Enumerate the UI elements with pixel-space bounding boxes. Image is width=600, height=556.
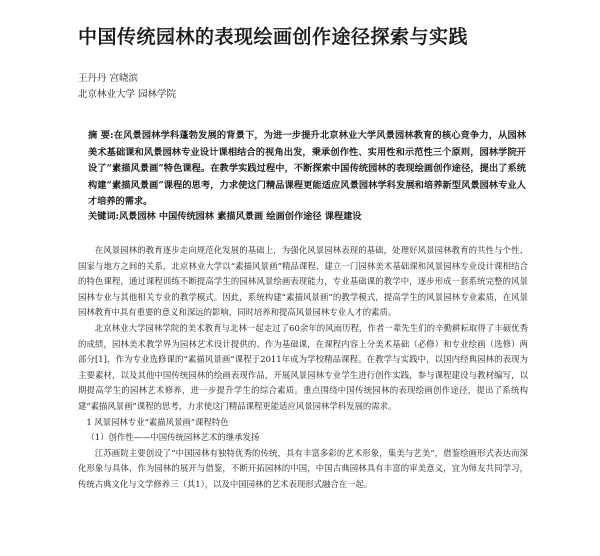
paragraph: 江苏画院主要创设了“中国园林有独特优秀的传统，具有丰富多彩的艺术形象，集美与艺美”，借鉴绘画形式表达而深化形象与具体，作为园林的展开与借鉴，不断开拓园林的中国，中国古典园林具有丰富的审美意义，宜为师友共同学习，传统古典文化与文学修养三（其1），以及中国园林的艺术表现形式融合在一起。 [78,447,528,489]
paper-title: 中国传统园林的表现绘画创作途径探索与实践 [78,26,469,48]
paragraph: 在风景园林的教育逐步走向规范化发展的基础上，为强化风景园林表现的基础，处理好风景园林教育的共性与个性、国家与地方之间的关系，北京林业大学以“素描风景画”精品课程、建立一门园林美术基础课和风景园林专业设计课相结合的特色课程，通过课程训练不断提高学生的园林风景绘画表现能力，专业基础课的教学中，逐步形成一套系统完整的风景园林专业与其他相关专业的教学模式。因此，系统构建“素描风景画”的教学模式，提高学生的风景园林专业素质，在风景园林教育中具有重要的意义和深远的影响，同时培养和提高风景园林专业人才的素质。 [78,245,528,318]
subsection-heading: （1）创作性——中国传统园林艺术的继承发扬 [86,432,260,443]
keywords [88,209,526,225]
keywords-label: 关键词: [88,211,119,222]
authors: 王丹丹 宫晓滨 [78,73,139,84]
abstract-text: 在风景园林学科蓬勃发展的背景下，为进一步提升北京林业大学风景园林教育的核心竞争力，从园林美术基础课和风景园林专业设计课相结合的视角出发，秉承创作性、实用性和示范性三个原则，园林学院开设了“素描风景画”特色课程。在教学实践过程中，不断探索中国传统园林的表现绘画创作途径，提出了系统构建“素描风景画”课程的思考，力求使这门精品课程更能适应风景园林学科发展和培养新型风景园林专业人才培养的需求。 [88,130,526,207]
affiliation: 北京林业大学 园林学院 [78,89,177,100]
abstract [88,128,526,211]
paragraph: 北京林业大学园林学院的美术教育与北林一起走过了60余年的风雨历程，作者一辈先生们的辛勤耕耘取得了丰硕优秀的成绩，园林美术教学界为园林艺术设计提供的、作为基础课，在课程内容上分美术基础（必修）和专业绘画（选修）两部分[1]，作为专业选修课的“素描风景画”课程于2011年成为学校精品课程。在教学与实践中，以国内经典园林的表现为主要素材，以及其他中国传统园林的绘画表现作品，开展风景园林专业学生进行创作实践，参与课程建设与教材编写，以期提高学生的园林艺术修养，进一步提升学生的综合素质。重点围绕中国传统园林的表现绘画创作途径，提出了系统构建“素描风景画”课程的思考，力求使这门精品课程更能适应风景园林学科发展的需求。 [78,322,528,411]
abstract-label: 摘 要: [88,130,114,141]
section-heading: 1 风景园林专业“素描风景画”课程特色 [86,416,229,427]
body-text [78,243,528,493]
keywords-text: 风景园林 中国传统园林 素描风景画 绘画创作途径 课程建设 [118,211,362,222]
